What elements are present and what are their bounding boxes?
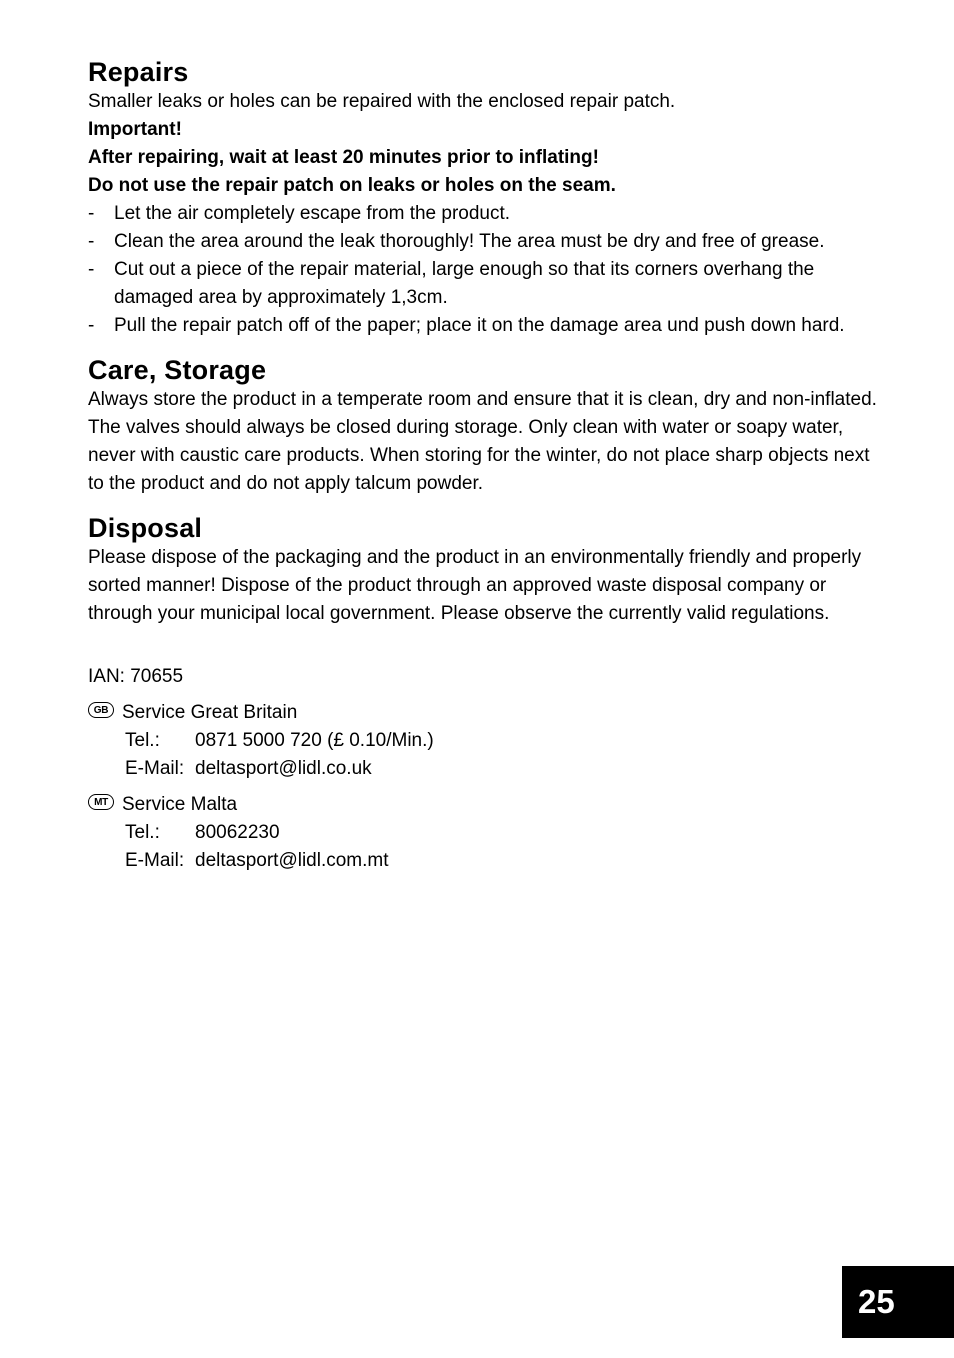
repairs-heading: Repairs [88,57,189,87]
service-name: Service Great Britain [122,702,298,723]
list-item: - Let the air completely escape from the product. [88,200,888,228]
tel-value: 0871 5000 720 (£ 0.10/Min.) [195,730,434,751]
repairs-intro: Smaller leaks or holes can be repaired with the enclosed repair patch. [88,91,676,112]
service-great-britain [88,699,888,783]
tel-label: Tel.: [125,822,160,843]
list-item: - Pull the repair patch off of the paper; place it on the damage area und push down hard. [88,312,888,340]
important-label: Important! [88,119,182,140]
service-malta [88,791,888,875]
care-text: Always store the product in a temperate room and ensure that it is clean, dry and non-inflated. The valves should always be closed during storage. Only clean with water or soapy water, never with caustic care products. When storing for the winter, do not place sharp objects next to the product and do not apply talcum powder. [88,389,877,494]
care-heading: Care, Storage [88,355,267,385]
repairs-section [88,56,888,340]
page-content [88,56,888,875]
repairs-warning-wait: After repairing, wait at least 20 minutes prior to inflating! [88,147,599,168]
email-label: E-Mail: [125,758,185,779]
list-item: - Cut out a piece of the repair material, large enough so that its corners overhang the damaged area by approximately 1,3cm. [88,256,888,312]
ian-number: IAN: 70655 [88,666,184,687]
email-label: E-Mail: [125,850,185,871]
service-email-row [88,847,888,875]
service-email-row [88,755,888,783]
care-section [88,354,888,498]
email-value: deltasport@lidl.com.mt [195,850,389,871]
email-value: deltasport@lidl.co.uk [195,758,372,779]
list-item: - Clean the area around the leak thoroughly! The area must be dry and free of grease. [88,228,888,256]
service-header [88,699,888,727]
tel-label: Tel.: [125,730,160,751]
service-tel-row [88,727,888,755]
disposal-heading: Disposal [88,513,203,543]
service-name: Service Malta [122,794,238,815]
repair-steps-list [88,200,888,340]
tel-value: 80062230 [195,822,280,843]
page-number: 25 [842,1266,954,1338]
mt-country-badge-icon: MT [88,794,114,810]
repairs-warning-seam: Do not use the repair patch on leaks or holes on the seam. [88,175,616,196]
service-tel-row [88,819,888,847]
service-header [88,791,888,819]
disposal-section [88,512,888,628]
disposal-text: Please dispose of the packaging and the product in an environmentally friendly and properly sorted manner! Dispose of the product through an approved waste disposal company or through your municipal local government. Please observe the currently valid regulations. [88,547,862,624]
gb-country-badge-icon: GB [88,702,114,718]
